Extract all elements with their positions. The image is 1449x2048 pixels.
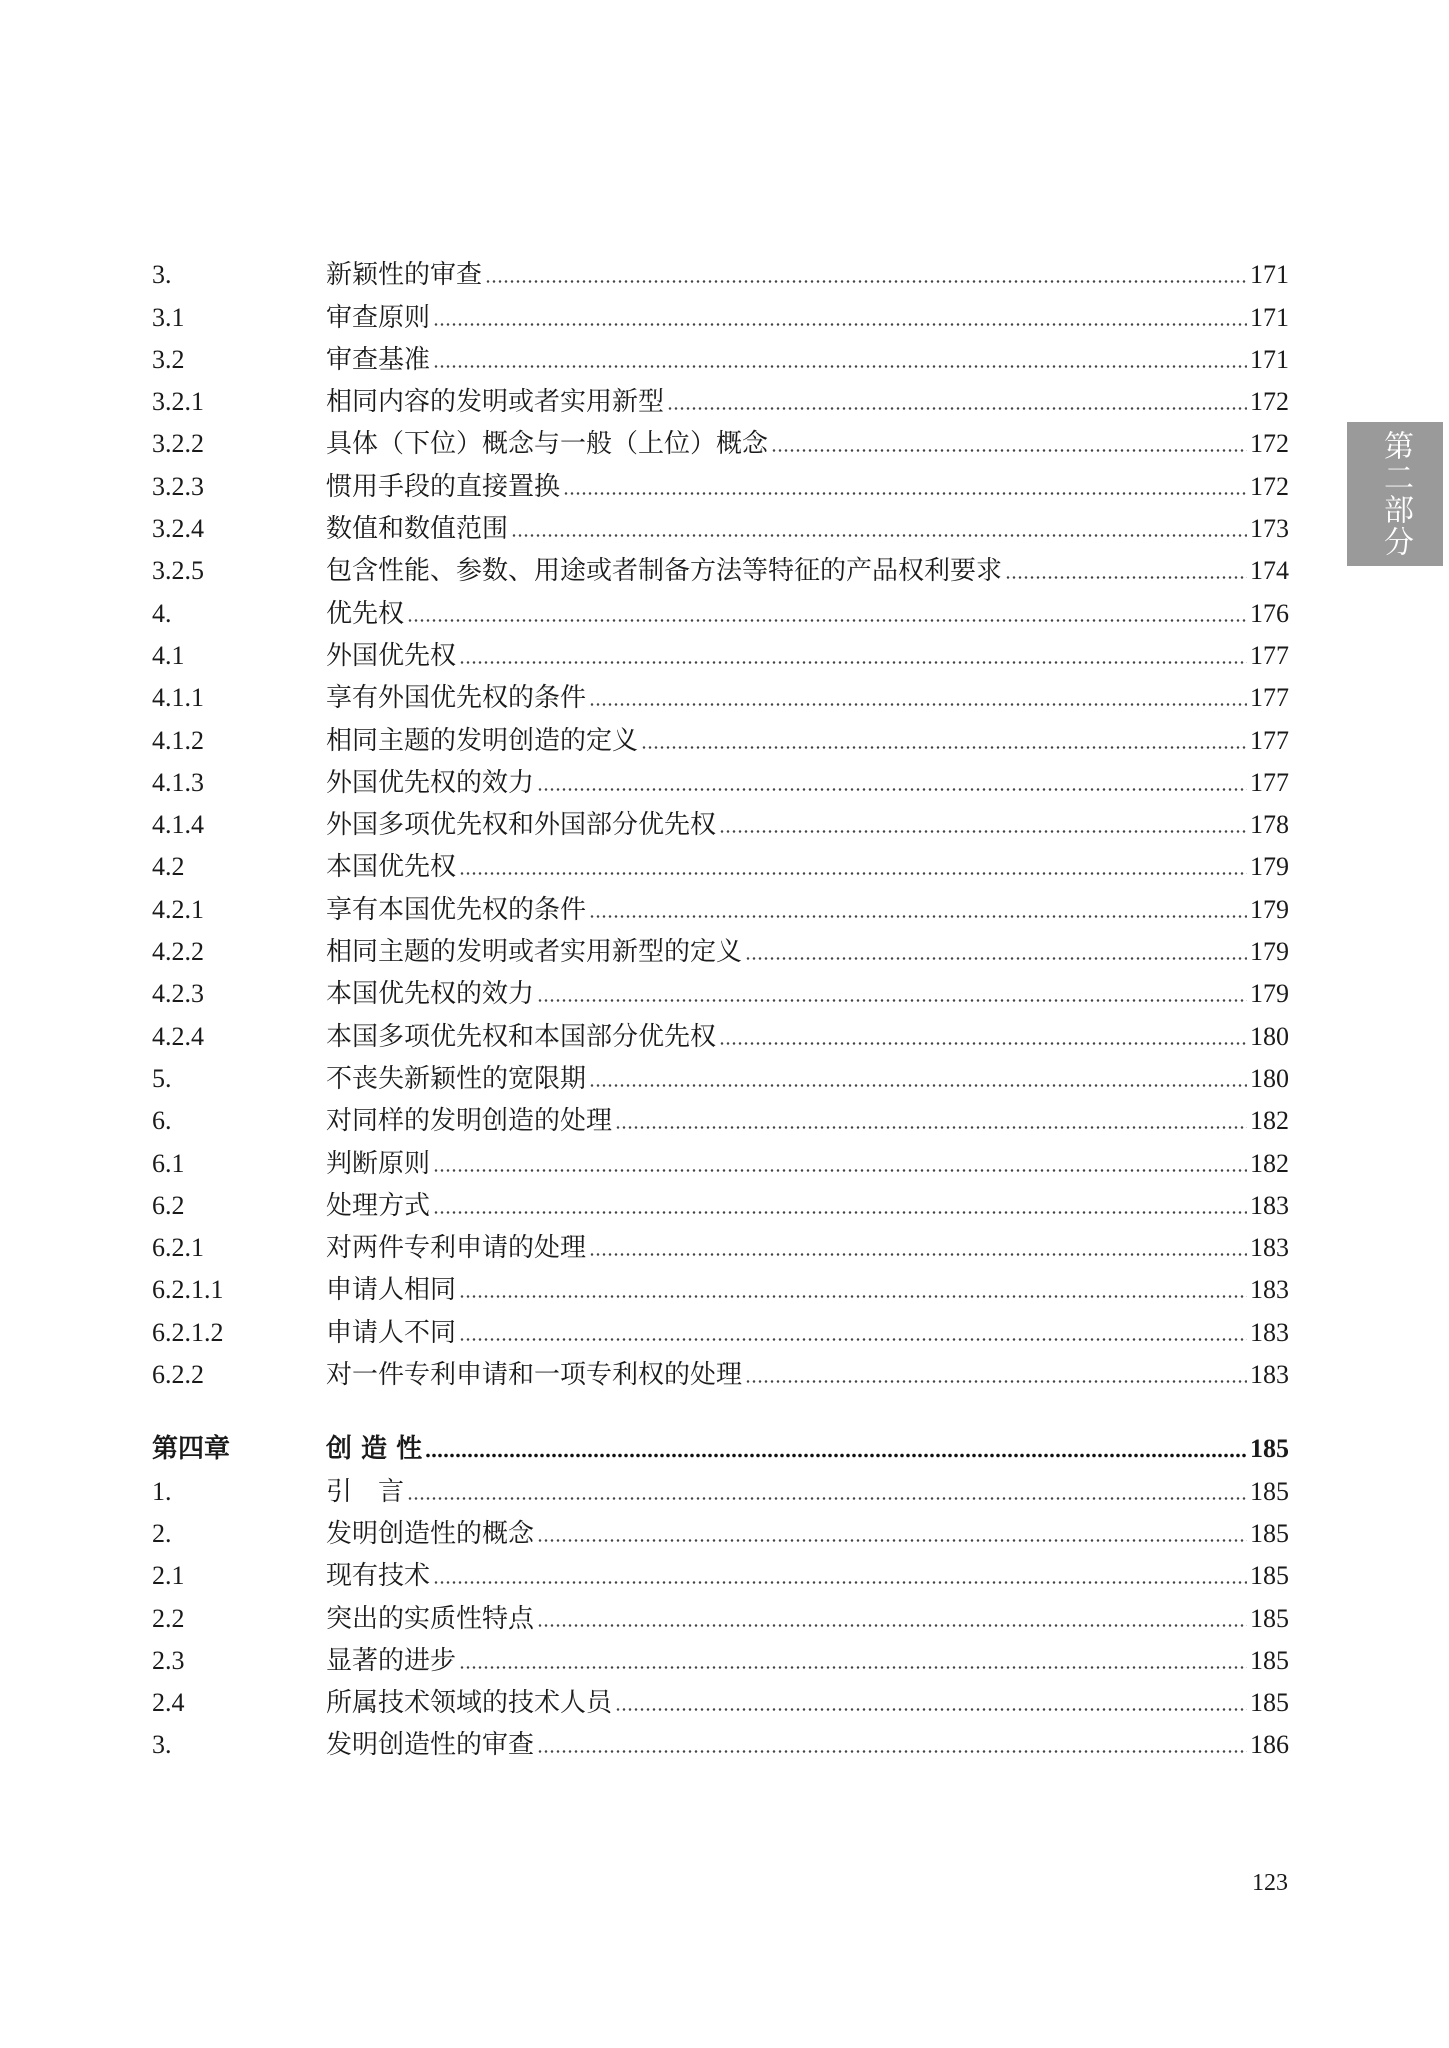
toc-entry bbox=[152, 1593, 1289, 1635]
toc-entry-page: 172 bbox=[1250, 387, 1289, 417]
toc-entry-page: 174 bbox=[1250, 556, 1289, 586]
toc-entry bbox=[152, 1181, 1289, 1223]
toc-entry bbox=[152, 1509, 1289, 1551]
toc-entry bbox=[152, 250, 1289, 292]
dot-leader bbox=[511, 528, 1247, 538]
dot-leader bbox=[537, 1533, 1247, 1543]
toc-entry-page: 183 bbox=[1250, 1317, 1289, 1347]
toc-entry-number: 6.2.1.1 bbox=[152, 1275, 224, 1305]
toc-entry-number: 1. bbox=[152, 1476, 172, 1506]
dot-leader bbox=[433, 1205, 1247, 1215]
toc-entry-number: 3.1 bbox=[152, 302, 185, 332]
dot-leader bbox=[459, 866, 1247, 876]
toc-entry-title: 外国优先权 bbox=[326, 640, 457, 671]
toc-entry-title: 惯用手段的直接置换 bbox=[326, 471, 561, 502]
dot-leader bbox=[459, 1660, 1247, 1670]
toc-chapter-row bbox=[152, 1424, 1289, 1466]
toc-entry bbox=[152, 1054, 1289, 1096]
toc-entry-number: 3.2.4 bbox=[152, 514, 204, 544]
toc-entry bbox=[152, 800, 1289, 842]
toc-entry-title: 判断原则 bbox=[326, 1148, 431, 1179]
toc-entry-title: 相同内容的发明或者实用新型 bbox=[326, 387, 665, 418]
toc-entry-title: 审查基准 bbox=[326, 344, 431, 375]
dot-leader bbox=[407, 613, 1247, 623]
toc-entry-number: 3.2 bbox=[152, 344, 185, 374]
toc-entry-title: 相同主题的发明创造的定义 bbox=[326, 725, 639, 756]
toc-entry-number: 4.1.4 bbox=[152, 810, 204, 840]
dot-leader bbox=[745, 1374, 1247, 1384]
toc-entry bbox=[152, 588, 1289, 630]
toc-entry-title: 数值和数值范围 bbox=[326, 514, 509, 545]
toc-entry-title: 申请人不同 bbox=[326, 1317, 457, 1348]
toc-entry-number: 4.2.2 bbox=[152, 937, 204, 967]
dot-leader bbox=[771, 443, 1247, 453]
toc-entry-number: 4.1.2 bbox=[152, 725, 204, 755]
toc-entry-page: 183 bbox=[1250, 1360, 1289, 1390]
dot-leader bbox=[719, 824, 1247, 834]
toc-entry-number: 6.2 bbox=[152, 1190, 185, 1220]
toc-entry-number: 6.1 bbox=[152, 1148, 185, 1178]
dot-leader bbox=[485, 274, 1247, 284]
part-tab-label: 第二部分 bbox=[1378, 430, 1413, 558]
toc-entry-title: 突出的实质性特点 bbox=[326, 1603, 535, 1634]
toc-entry-number: 4.2.4 bbox=[152, 1021, 204, 1051]
toc-entry-page: 171 bbox=[1250, 260, 1289, 290]
dot-leader bbox=[589, 1078, 1247, 1088]
toc-entry-number: 3.2.5 bbox=[152, 556, 204, 586]
toc-entry-page: 172 bbox=[1250, 429, 1289, 459]
dot-leader bbox=[667, 401, 1247, 411]
toc-entry-page: 173 bbox=[1250, 514, 1289, 544]
toc-entry-title: 外国优先权的效力 bbox=[326, 767, 535, 798]
toc-entry-page: 177 bbox=[1250, 683, 1289, 713]
toc-entry-page: 182 bbox=[1250, 1148, 1289, 1178]
toc-entry bbox=[152, 461, 1289, 503]
toc-entry bbox=[152, 1636, 1289, 1678]
dot-leader bbox=[433, 1575, 1247, 1585]
toc-entry bbox=[152, 673, 1289, 715]
toc-entry-title: 审查原则 bbox=[326, 302, 431, 333]
toc-entry-title: 对一件专利申请和一项专利权的处理 bbox=[326, 1360, 743, 1391]
toc-entry-number: 3. bbox=[152, 260, 172, 290]
toc-entry-page: 185 bbox=[1250, 1688, 1289, 1718]
toc-entry-page: 185 bbox=[1250, 1476, 1289, 1506]
toc-entry-title: 创 造 性 bbox=[326, 1434, 423, 1465]
toc-entry-page: 185 bbox=[1250, 1603, 1289, 1633]
toc-entry bbox=[152, 335, 1289, 377]
toc-entry-number: 6.2.1.2 bbox=[152, 1317, 224, 1347]
dot-leader bbox=[459, 1332, 1247, 1342]
toc-entry-number: 4.1.1 bbox=[152, 683, 204, 713]
toc-entry-page: 177 bbox=[1250, 725, 1289, 755]
toc-entry-number: 2. bbox=[152, 1518, 172, 1548]
dot-leader bbox=[433, 1163, 1247, 1173]
dot-leader bbox=[537, 1618, 1247, 1628]
page-number: 123 bbox=[1252, 1870, 1288, 1896]
toc-entry-page: 178 bbox=[1250, 810, 1289, 840]
toc-entry-page: 186 bbox=[1250, 1730, 1289, 1760]
toc-entry-title: 享有外国优先权的条件 bbox=[326, 683, 587, 714]
toc-entry bbox=[152, 758, 1289, 800]
toc-entry-page: 172 bbox=[1250, 471, 1289, 501]
toc-entry-page: 179 bbox=[1250, 979, 1289, 1009]
toc-entry-number: 第四章 bbox=[152, 1434, 231, 1464]
dot-leader bbox=[425, 1448, 1247, 1458]
toc-entry bbox=[152, 419, 1289, 461]
toc-entry-number: 4.1.3 bbox=[152, 767, 204, 797]
dot-leader bbox=[433, 359, 1247, 369]
toc-entry-number: 2.3 bbox=[152, 1645, 185, 1675]
toc-entry bbox=[152, 1011, 1289, 1053]
toc-entry-page: 183 bbox=[1250, 1190, 1289, 1220]
table-of-contents bbox=[152, 250, 1289, 1762]
toc-entry-title: 引 言 bbox=[326, 1476, 405, 1507]
dot-leader bbox=[589, 1247, 1247, 1257]
toc-entry-title: 处理方式 bbox=[326, 1190, 431, 1221]
dot-leader bbox=[563, 486, 1247, 496]
dot-leader bbox=[615, 1702, 1247, 1712]
toc-entry-title: 对两件专利申请的处理 bbox=[326, 1233, 587, 1264]
toc-entry bbox=[152, 715, 1289, 757]
toc-entry-number: 6.2.2 bbox=[152, 1360, 204, 1390]
dot-leader bbox=[459, 1289, 1247, 1299]
toc-entry-number: 6. bbox=[152, 1106, 172, 1136]
toc-entry-number: 6.2.1 bbox=[152, 1233, 204, 1263]
dot-leader bbox=[459, 655, 1247, 665]
toc-entry-title: 具体（下位）概念与一般（上位）概念 bbox=[326, 429, 769, 460]
toc-entry-title: 现有技术 bbox=[326, 1561, 431, 1592]
toc-entry-page: 185 bbox=[1250, 1518, 1289, 1548]
toc-entry bbox=[152, 842, 1289, 884]
dot-leader bbox=[589, 909, 1247, 919]
toc-entry-title: 所属技术领域的技术人员 bbox=[326, 1688, 613, 1719]
toc-entry-title: 本国多项优先权和本国部分优先权 bbox=[326, 1021, 717, 1052]
toc-entry-page: 171 bbox=[1250, 344, 1289, 374]
toc-entry bbox=[152, 1720, 1289, 1762]
toc-entry bbox=[152, 1096, 1289, 1138]
toc-entry-number: 4.2.3 bbox=[152, 979, 204, 1009]
toc-entry-number: 2.4 bbox=[152, 1688, 185, 1718]
toc-entry-page: 179 bbox=[1250, 852, 1289, 882]
toc-entry bbox=[152, 1678, 1289, 1720]
toc-entry bbox=[152, 292, 1289, 334]
toc-entry-title: 不丧失新颖性的宽限期 bbox=[326, 1063, 587, 1094]
toc-entry-title: 发明创造性的概念 bbox=[326, 1518, 535, 1549]
toc-entry-page: 182 bbox=[1250, 1106, 1289, 1136]
toc-entry-title: 优先权 bbox=[326, 598, 405, 629]
toc-entry-page: 183 bbox=[1250, 1233, 1289, 1263]
toc-entry-number: 2.2 bbox=[152, 1603, 185, 1633]
toc-entry bbox=[152, 1466, 1289, 1508]
dot-leader bbox=[1005, 570, 1247, 580]
toc-entry-page: 183 bbox=[1250, 1275, 1289, 1305]
toc-entry-page: 171 bbox=[1250, 302, 1289, 332]
toc-entry bbox=[152, 1138, 1289, 1180]
dot-leader bbox=[433, 317, 1247, 327]
toc-entry bbox=[152, 1265, 1289, 1307]
toc-entry-page: 185 bbox=[1250, 1645, 1289, 1675]
toc-entry bbox=[152, 969, 1289, 1011]
toc-entry-title: 显著的进步 bbox=[326, 1645, 457, 1676]
toc-entry-page: 179 bbox=[1250, 894, 1289, 924]
toc-entry-title: 对同样的发明创造的处理 bbox=[326, 1106, 613, 1137]
dot-leader bbox=[537, 1744, 1247, 1754]
toc-entry-number: 3.2.2 bbox=[152, 429, 204, 459]
part-tab bbox=[1347, 422, 1443, 566]
toc-entry bbox=[152, 1223, 1289, 1265]
toc-entry-page: 180 bbox=[1250, 1063, 1289, 1093]
toc-entry bbox=[152, 884, 1289, 926]
toc-entry-title: 外国多项优先权和外国部分优先权 bbox=[326, 810, 717, 841]
toc-entry-title: 享有本国优先权的条件 bbox=[326, 894, 587, 925]
toc-entry-number: 5. bbox=[152, 1063, 172, 1093]
toc-entry-number: 4.2 bbox=[152, 852, 185, 882]
toc-entry-title: 相同主题的发明或者实用新型的定义 bbox=[326, 937, 743, 968]
toc-entry-title: 本国优先权的效力 bbox=[326, 979, 535, 1010]
toc-entry-number: 3.2.3 bbox=[152, 471, 204, 501]
toc-entry-number: 4.1 bbox=[152, 640, 185, 670]
toc-entry bbox=[152, 927, 1289, 969]
toc-entry-title: 发明创造性的审查 bbox=[326, 1730, 535, 1761]
toc-entry-title: 申请人相同 bbox=[326, 1275, 457, 1306]
dot-leader bbox=[407, 1491, 1247, 1501]
toc-entry-number: 4.2.1 bbox=[152, 894, 204, 924]
toc-entry-page: 185 bbox=[1250, 1434, 1289, 1464]
toc-entry-page: 177 bbox=[1250, 640, 1289, 670]
toc-entry bbox=[152, 546, 1289, 588]
toc-entry bbox=[152, 1350, 1289, 1392]
toc-entry bbox=[152, 377, 1289, 419]
toc-entry-title: 本国优先权 bbox=[326, 852, 457, 883]
toc-entry bbox=[152, 1551, 1289, 1593]
toc-entry-title: 包含性能、参数、用途或者制备方法等特征的产品权利要求 bbox=[326, 556, 1003, 587]
dot-leader bbox=[537, 993, 1247, 1003]
toc-entry-number: 3.2.1 bbox=[152, 387, 204, 417]
toc-entry-page: 180 bbox=[1250, 1021, 1289, 1051]
dot-leader bbox=[615, 1120, 1247, 1130]
toc-entry-page: 176 bbox=[1250, 598, 1289, 628]
dot-leader bbox=[641, 740, 1247, 750]
dot-leader bbox=[745, 951, 1247, 961]
toc-entry bbox=[152, 504, 1289, 546]
toc-entry bbox=[152, 1307, 1289, 1349]
toc-entry-number: 4. bbox=[152, 598, 172, 628]
dot-leader bbox=[719, 1036, 1247, 1046]
toc-entry-number: 2.1 bbox=[152, 1561, 185, 1591]
toc-entry bbox=[152, 631, 1289, 673]
toc-entry-page: 185 bbox=[1250, 1561, 1289, 1591]
toc-entry-page: 179 bbox=[1250, 937, 1289, 967]
toc-entry-number: 3. bbox=[152, 1730, 172, 1760]
toc-entry-title: 新颖性的审查 bbox=[326, 260, 483, 291]
dot-leader bbox=[589, 697, 1247, 707]
dot-leader bbox=[537, 782, 1247, 792]
toc-entry-page: 177 bbox=[1250, 767, 1289, 797]
